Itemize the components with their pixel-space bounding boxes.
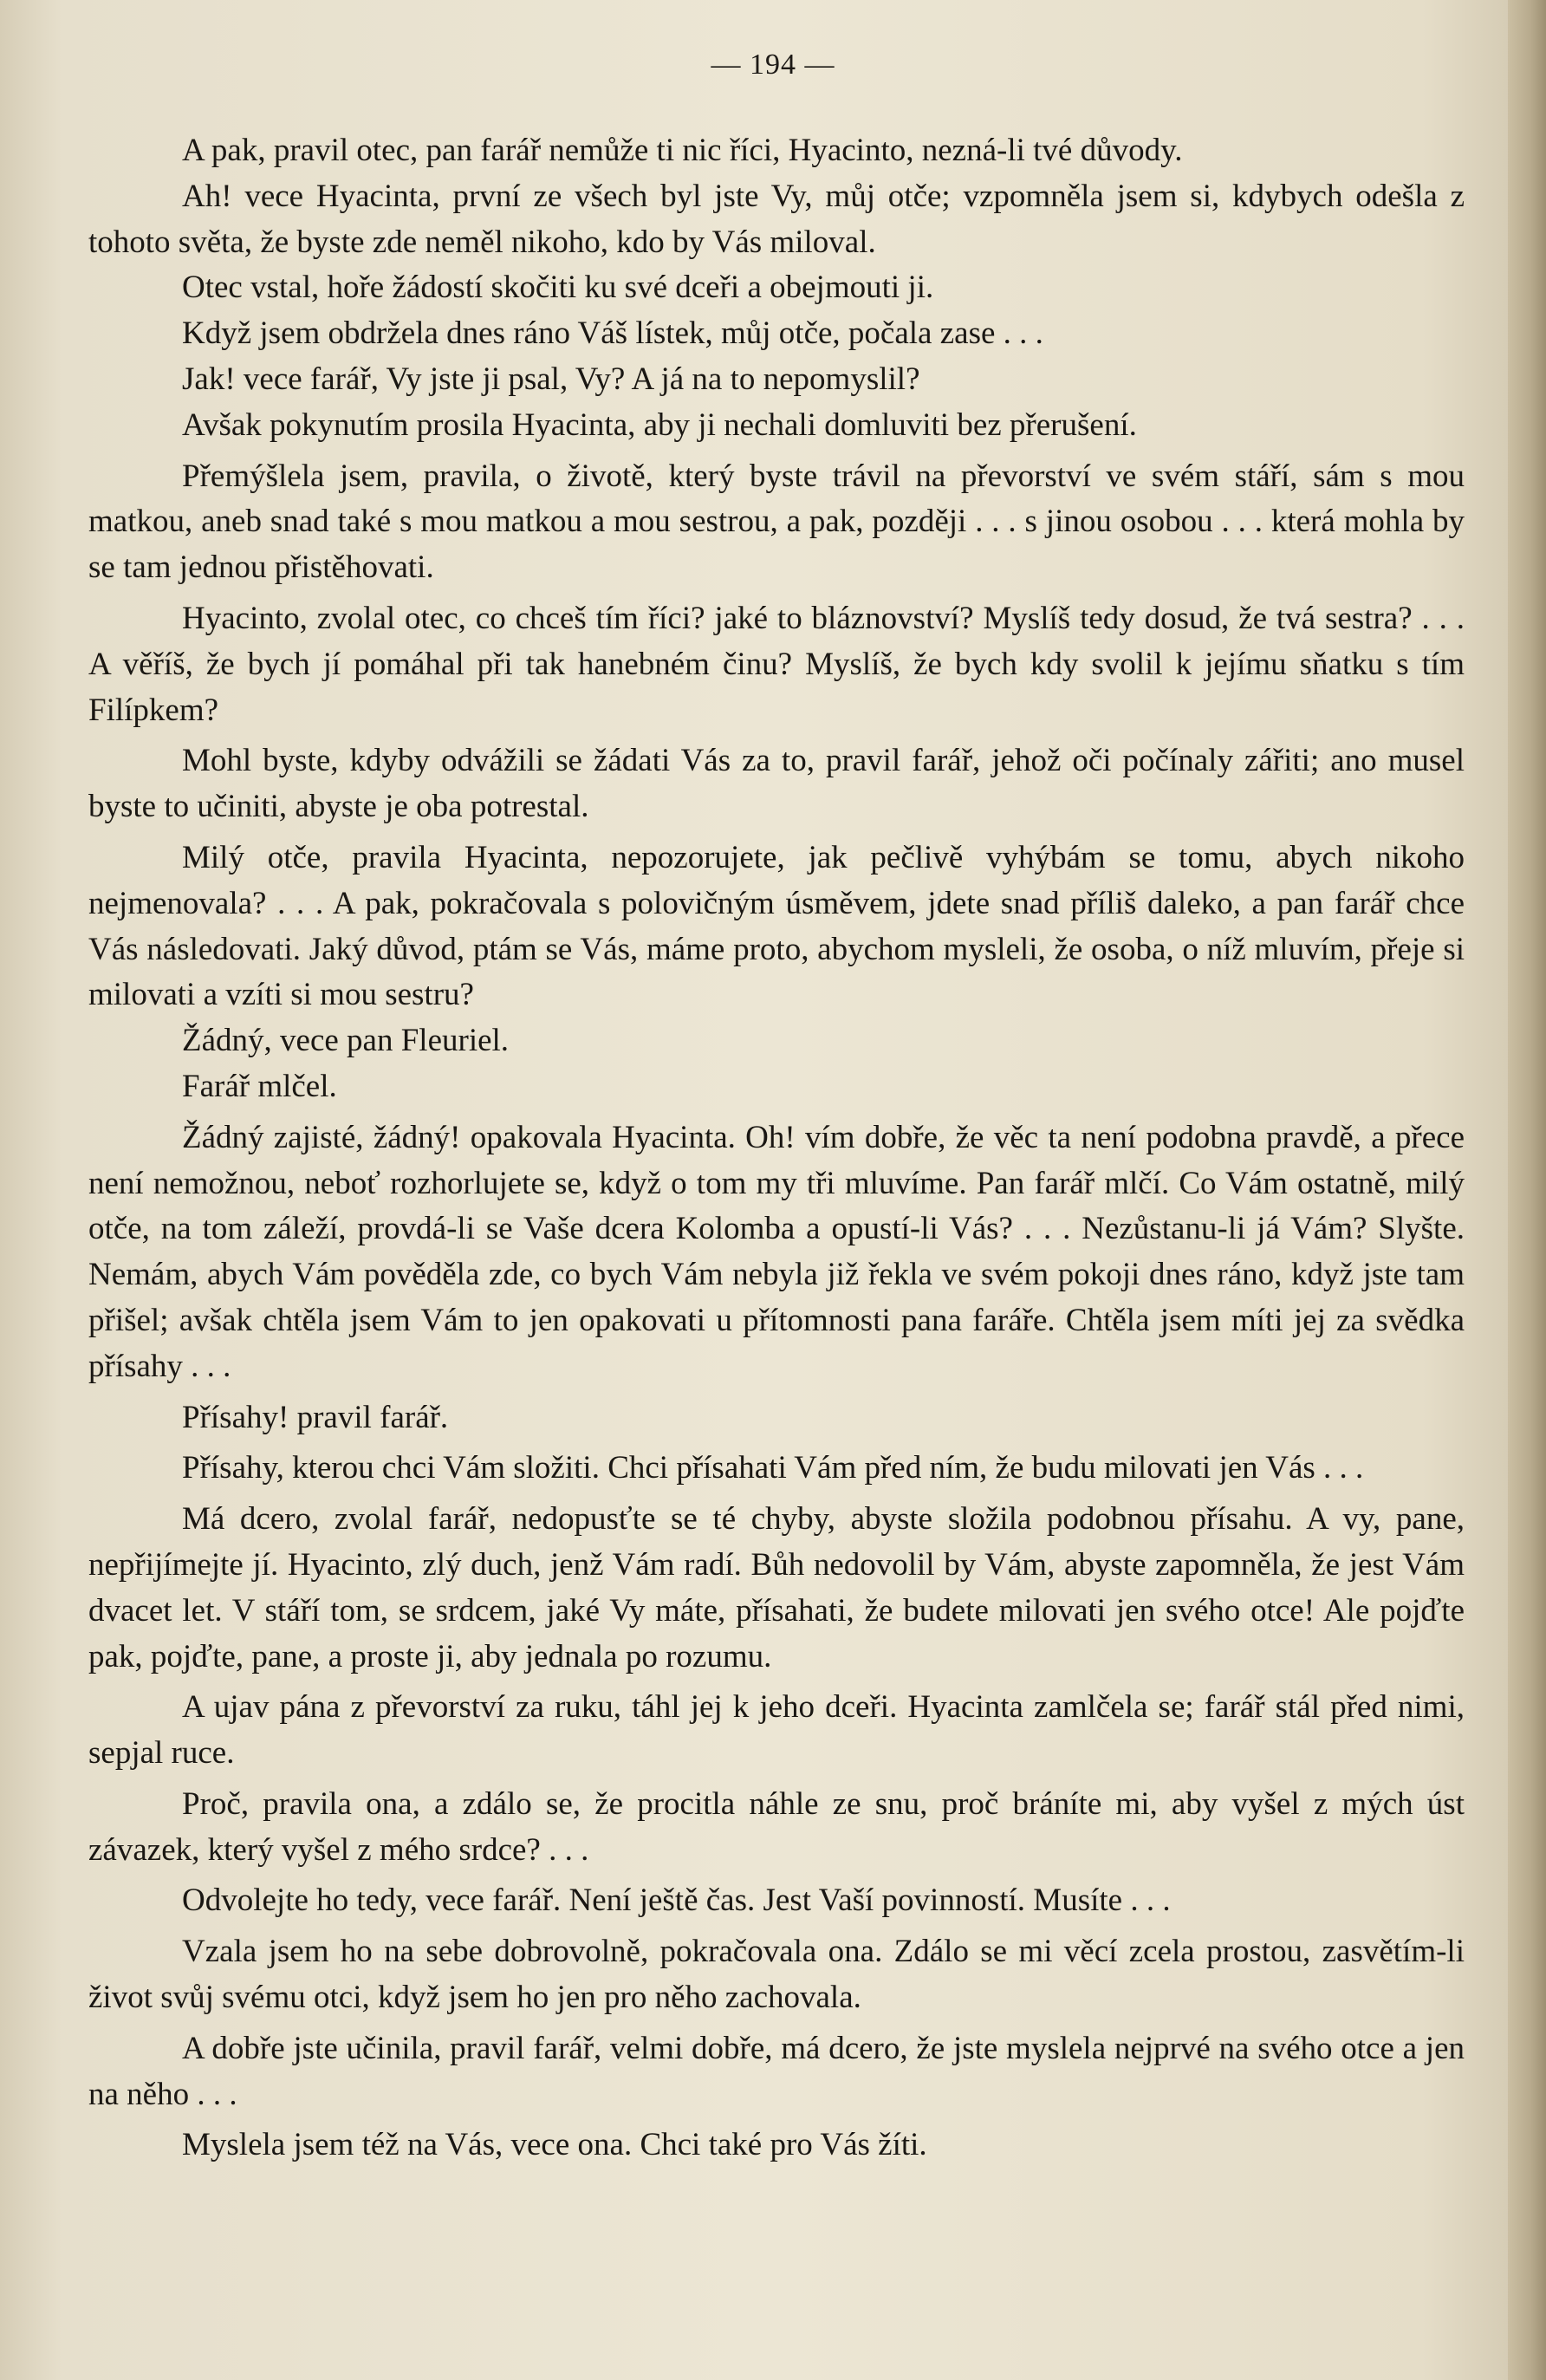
paragraph: Hyacinto, zvolal otec, co chceš tím říci? jaké to bláznovství? Myslíš tedy dosud, že tvá sestra? . . . A věříš, že bych jí pomáhal při tak hanebném činu? Myslíš, že bych kdy svolil k jejímu sňatku s tím Filípkem? — [88, 600, 1465, 728]
paragraph: Otec vstal, hoře žádostí skočiti ku své dceři a obejmouti ji. — [182, 270, 934, 306]
paragraph: Má dcero, zvolal farář, nedopusťte se té chyby, abyste složila podobnou přísahu. A vy, pane, nepřijímejte jí. Hyacinto, zlý duch, jenž Vám radí. Bůh nedovolil by Vám, abyste zapomněla, že jest Vám dvacet let. V stáří tom, se srdcem, jaké Vy máte, přísahati, že budete milovati jen svého otce! Ale pojďte pak, pojďte, pane, a proste ji, aby jednala po rozumu. — [88, 1501, 1465, 1674]
paragraph: Jak! vece farář, Vy jste ji psal, Vy? A já na to nepomyslil? — [182, 361, 920, 397]
paragraph: A pak, pravil otec, pan farář nemůže ti nic říci, Hyacinto, nezná-li tvé důvody. — [182, 133, 1183, 168]
paragraph: Proč, pravila ona, a zdálo se, že procitla náhle ze snu, proč bráníte mi, aby vyšel z mých úst závazek, který vyšel z mého srdce? . . . — [88, 1785, 1465, 1868]
paragraph: A ujav pána z převorství za ruku, táhl jej k jeho dceři. Hyacinta zamlčela se; farář stál před nimi, sepjal ruce. — [88, 1689, 1465, 1772]
paragraph: Farář mlčel. — [182, 1068, 337, 1104]
page-number: — 194 — — [711, 49, 835, 81]
paragraph: Vzala jsem ho na sebe dobrovolně, pokračovala ona. Zdálo se mi věcí zcela prostou, zasvětím-li život svůj svému otci, když jsem ho jen pro něho zachovala. — [88, 1934, 1465, 2016]
body-text — [88, 128, 1465, 2169]
page-edge — [1508, 0, 1546, 2380]
paragraph: Žádný, vece pan Fleuriel. — [182, 1023, 510, 1059]
paragraph: Přemýšlela jsem, pravila, o životě, který byste trávil na převorství ve svém stáří, sám s mou matkou, aneb snad také s mou matkou a mou sestrou, a pak, později . . . s jinou osobou . . . která mohla by se tam jednou přistěhovati. — [88, 458, 1465, 586]
paragraph: Když jsem obdržela dnes ráno Váš lístek, můj otče, počala zase . . . — [182, 315, 1043, 352]
paragraph: Avšak pokynutím prosila Hyacinta, aby ji nechali domluviti bez přerušení. — [182, 406, 1137, 443]
paragraph: Ah! vece Hyacinta, první ze všech byl jste Vy, můj otče; vzpomněla jsem si, kdybych odešla z tohoto světa, že byste zde neměl nikoho, kdo by Vás miloval. — [88, 178, 1465, 260]
paragraph: A dobře jste učinila, pravil farář, velmi dobře, má dcero, že jste myslela nejprvé na svého otce a jen na něho . . . — [88, 2030, 1465, 2112]
paragraph: Žádný zajisté, žádný! opakovala Hyacinta. Oh! vím dobře, že věc ta není podobna pravdě, a přece není nemožnou, neboť rozhorlujete se, když o tom my tři mluvíme. Pan farář mlčí. Co Vám ostatně, milý otče, na tom záleží, provdá-li se Vaše dcera Kolomba a opustí-li Vás? . . . Nezůstanu-li já Vám? Slyšte. Nemám, abych Vám pověděla zde, co bych Vám nebyla již řekla ve svém pokoji dnes ráno, když jste tam přišel; avšak chtěla jsem Vám to jen opakovati u přítomnosti pana faráře. Chtěla jsem míti jej za svědka přísahy . . . — [88, 1119, 1465, 1384]
paragraph: Přísahy! pravil farář. — [182, 1399, 449, 1435]
paragraph: Milý otče, pravila Hyacinta, nepozorujete, jak pečlivě vyhýbám se tomu, abych nikoho nejmenovala? . . . A pak, pokračovala s polovičným úsměvem, jdete snad příliš daleko, a pan farář chce Vás následovati. Jaký důvod, ptám se Vás, máme proto, abychom mysleli, že osoba, o níž mluvím, přeje si milovati a vzíti si mou sestru? — [88, 839, 1465, 1013]
paragraph: Odvolejte ho tedy, vece farář. Není ještě čas. Jest Vaší povinností. Musíte . . . — [182, 1883, 1171, 1919]
paragraph: Přísahy, kterou chci Vám složiti. Chci přísahati Vám před ním, že budu milovati jen Vás . . . — [182, 1450, 1364, 1486]
paragraph: Mohl byste, kdyby odvážili se žádati Vás za to, pravil farář, jehož oči počínaly zářiti; ano musel byste to učiniti, abyste je oba potrestal. — [88, 743, 1465, 825]
paragraph: Myslela jsem též na Vás, vece ona. Chci také pro Vás žíti. — [182, 2127, 927, 2163]
